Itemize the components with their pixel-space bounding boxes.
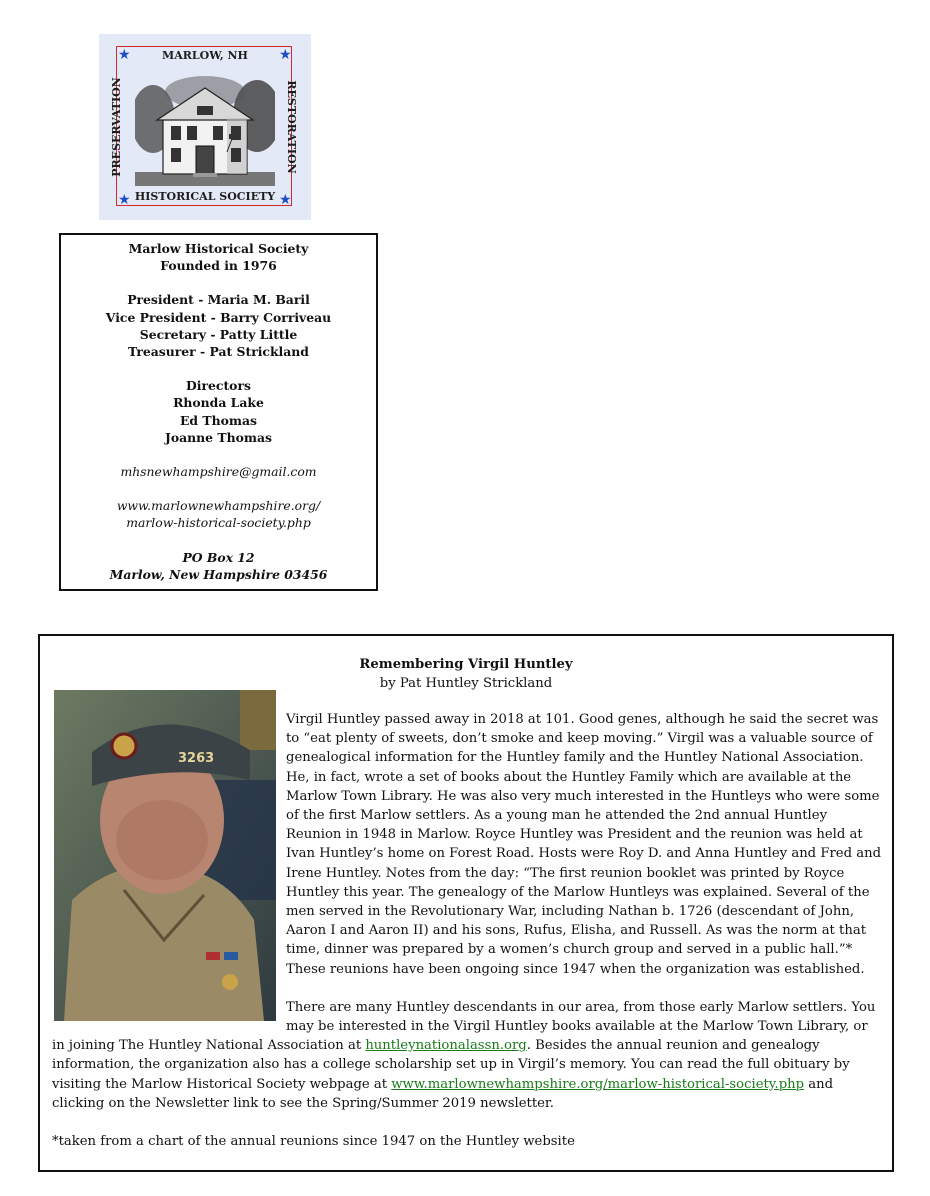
historical-society-logo <box>99 34 311 220</box>
town-house-drawing <box>135 74 275 186</box>
officer-vice-president: Vice President - Barry Corriveau <box>105 309 332 325</box>
website-line-2: marlow-historical-society.php <box>126 515 311 531</box>
society-info-box <box>59 233 378 591</box>
officer-secretary: Secretary - Patty Little <box>139 326 298 342</box>
logo-top-text: MARLOW, NH <box>162 49 248 62</box>
cap-number: 3263 <box>178 751 215 766</box>
article-byline: by Pat Huntley Strickland <box>379 676 553 691</box>
historical-society-webpage-link[interactable]: www.marlownewhampshire.org/marlow-historical-society.php <box>391 1076 805 1092</box>
logo-left-text: PRESERVATION <box>110 77 123 177</box>
org-name: Marlow Historical Society <box>128 241 309 256</box>
po-box: PO Box 12 <box>182 549 255 565</box>
article-paragraph-2: There are many Huntley descendants in our area, from those early Marlow settlers. You may be interested in the Virgil Huntley books available at the Marlow Town Library, or in joining The Huntley National Association at huntleynationalassn.org. Besides the annual reunion and genealogy information, the organization also has a college scholarship set up in Virgil’s memory. You can read the full obituary by visiting the Marlow Historical Society webpage at www.marlownewhampshire.org/marlow-historical-society.php and clicking on the Newsletter link to see the Spring/Summer 2019 newsletter. <box>52 999 876 1111</box>
article-title: Remembering Virgil Huntley <box>359 657 573 672</box>
director-item: Ed Thomas <box>179 412 258 428</box>
star-icon: ★ <box>118 47 131 63</box>
directors-heading: Directors <box>186 378 251 394</box>
officer-president: President - Maria M. Baril <box>127 292 310 308</box>
article-paragraph-1: Virgil Huntley passed away in 2018 at 101. Good genes, although he said the secret was to “eat plenty of sweets, don’t smoke and keep moving.” Virgil was a valuable source of genealogical information for the Huntley family and the Huntley National Association. He, in fact, wrote a set of books about the Huntley Family which are available at the Marlow Town Library. He was also very much interested in the Huntleys who were some of the first Marlow settlers. As a young man he attended the 2nd annual Huntley Reunion in 1948 in Marlow. Royce Huntley was President and the reunion was held at Ivan Huntley’s home on Forest Road. Hosts were Roy D. and Anna Huntley and Fred and Irene Huntley. Notes from the day: “The first reunion booklet was printed by Royce Huntley this year. The genealogy of the Marlow Huntleys was explained. Several of the men served in the Revolutionary War, including Nathan b. 1726 (descendant of John, Aaron I and Aaron II) and his sons, Rufus, Elisha, and Russell. As was the norm at that time, dinner was prepared by a women’s church group and served in a public hall.”* These reunions have been ongoing since 1947 when the organization was established. <box>286 712 882 977</box>
article-body <box>52 710 884 1170</box>
officer-treasurer: Treasurer - Pat Strickland <box>128 344 309 360</box>
website-line-1: www.marlownewhampshire.org/ <box>116 498 321 514</box>
star-icon: ★ <box>279 47 292 63</box>
founded-text: Founded in 1976 <box>160 258 277 274</box>
article-box <box>38 634 894 1172</box>
star-icon: ★ <box>118 192 131 208</box>
director-item: Rhonda Lake <box>173 395 264 411</box>
huntley-association-link[interactable]: huntleynationalassn.org <box>365 1038 527 1054</box>
logo-right-text: RESTORATION <box>285 80 298 174</box>
logo-bottom-text: HISTORICAL SOCIETY <box>134 190 276 203</box>
article-footnote: *taken from a chart of the annual reunions since 1947 on the Huntley website <box>52 1134 575 1150</box>
star-icon: ★ <box>279 192 292 208</box>
address-text: Marlow, New Hampshire 03456 <box>109 566 328 582</box>
email-text: mhsnewhampshire@gmail.com <box>120 464 317 480</box>
director-item: Joanne Thomas <box>165 429 272 445</box>
